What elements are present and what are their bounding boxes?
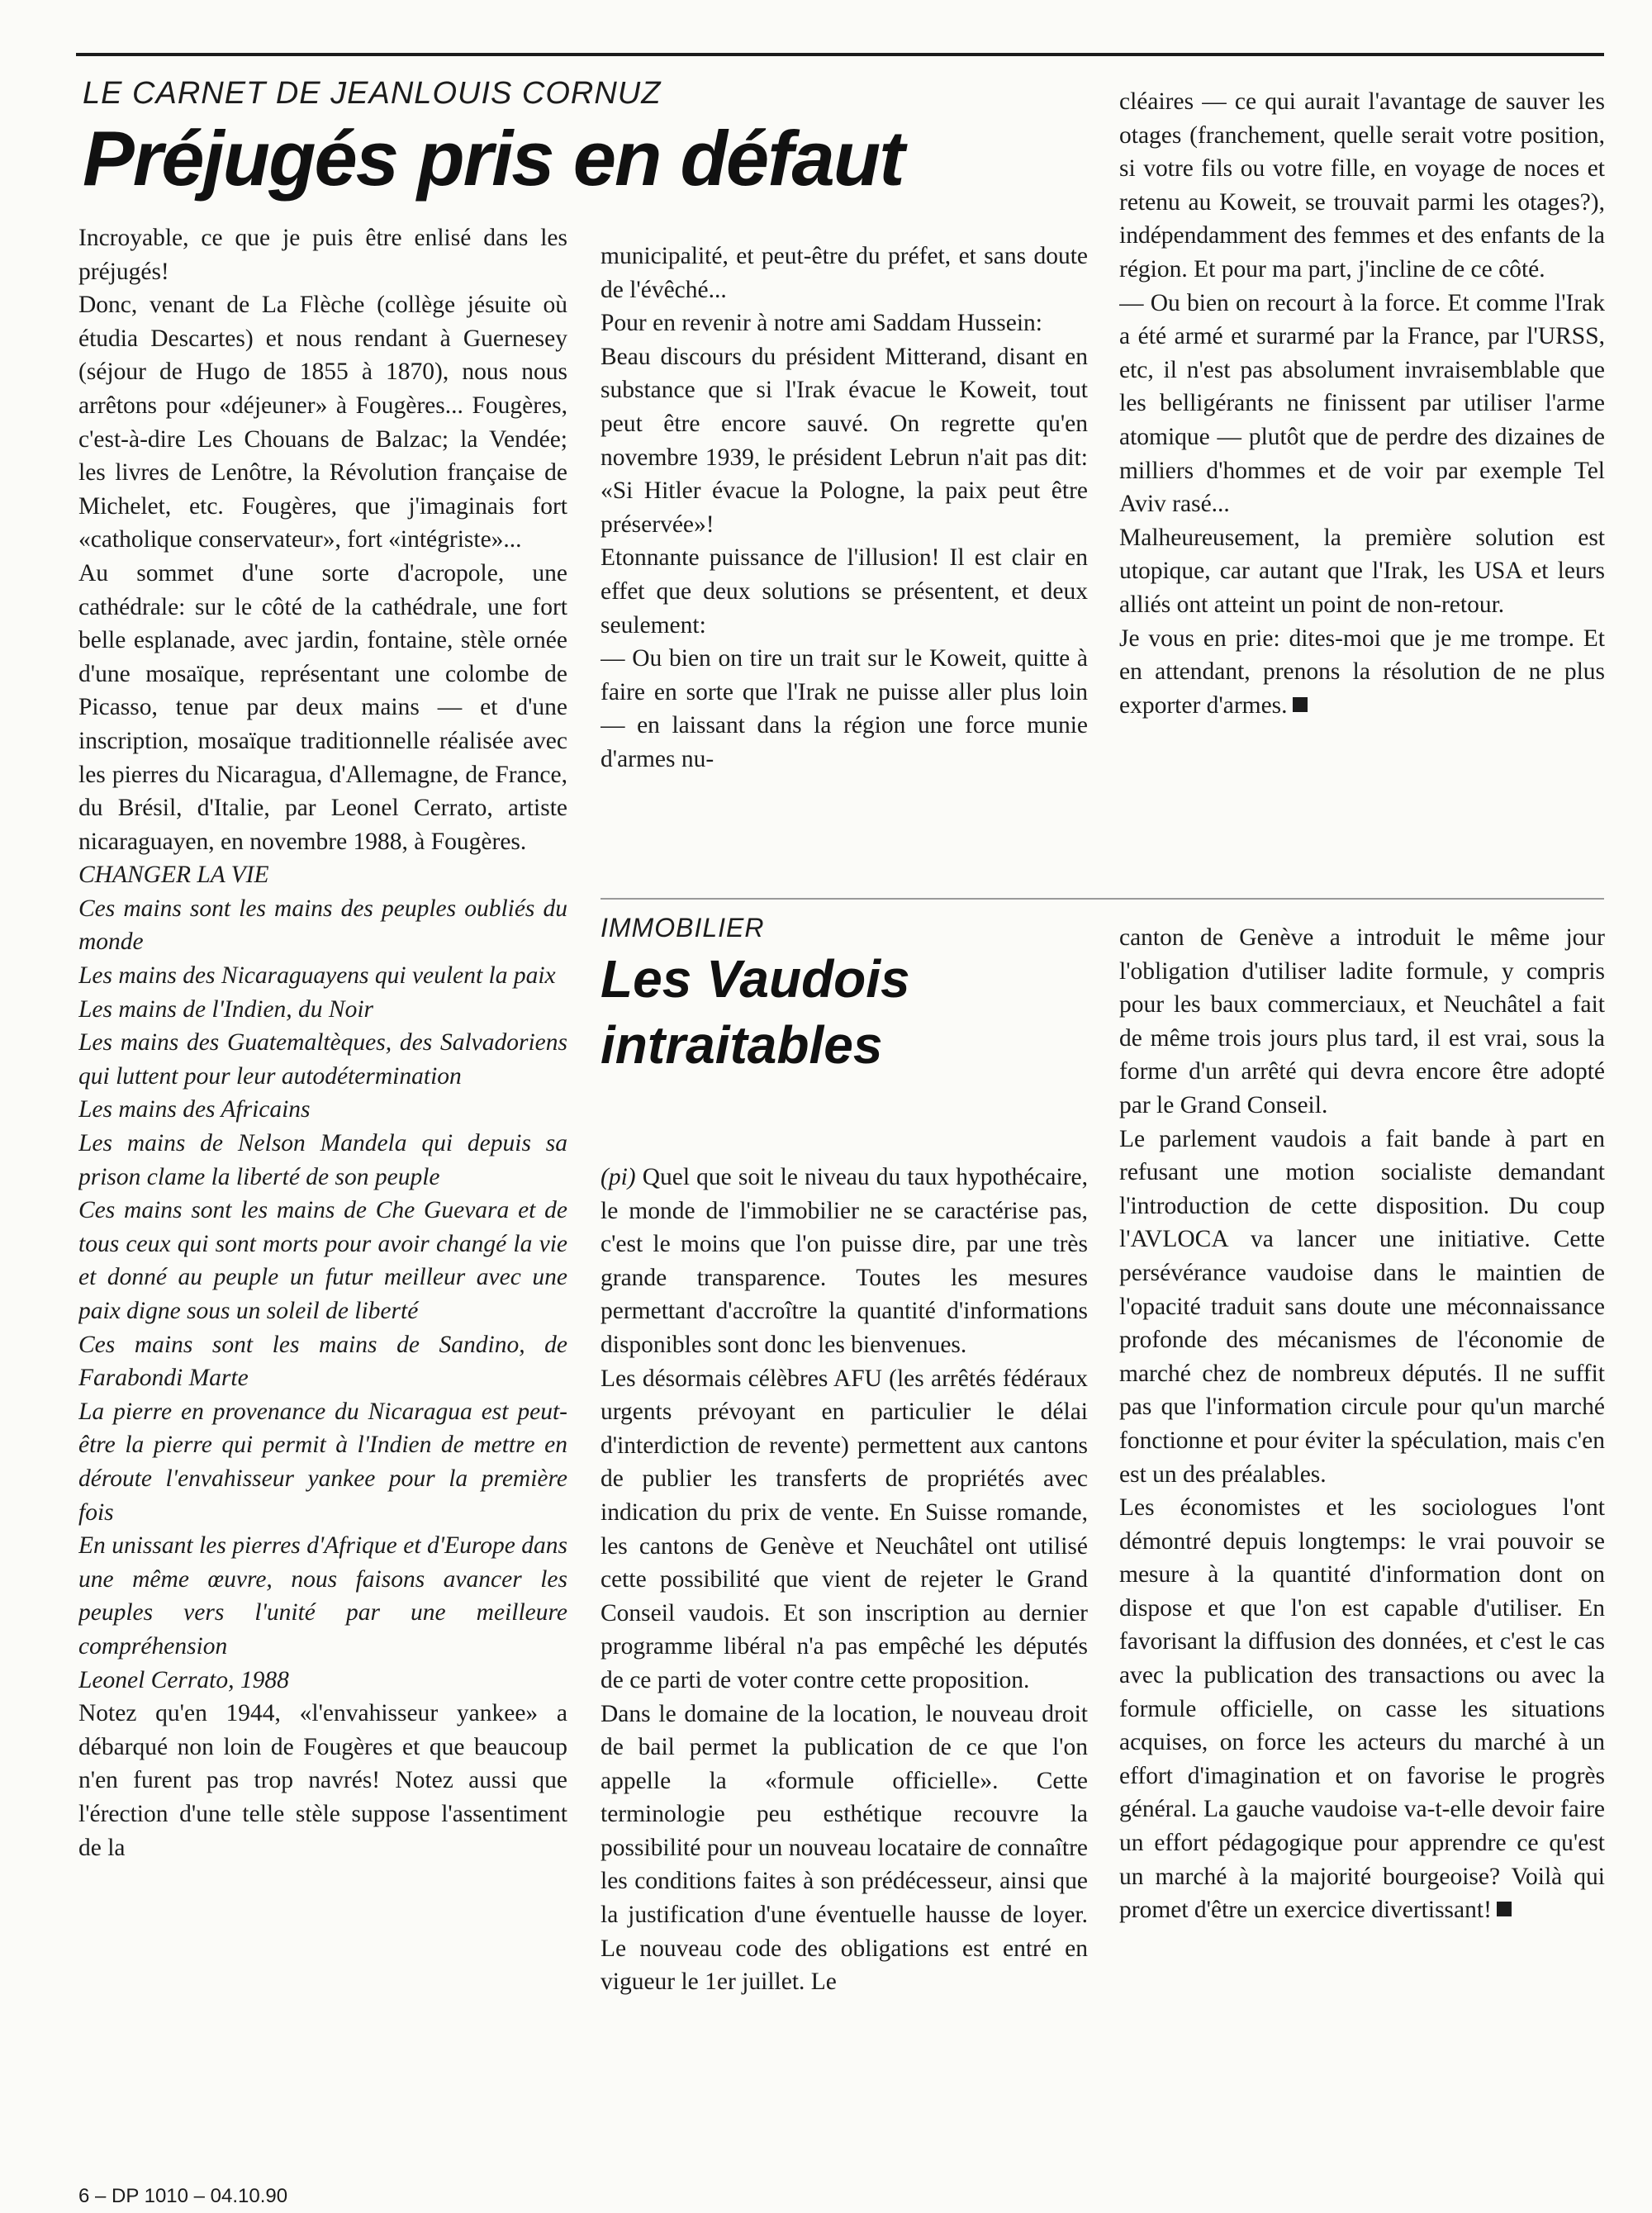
paragraph: Le parlement vaudois a fait bande à part en refusant une motion socialiste demandant l'introduction de cette disposition. Du coup l'AVLOCA va lancer une initiative. Cette persévérance vaudoise dans le maintien de l'opacité traduit sans doute une méconnaissance profonde des mécanismes de l'économie de marché chez de nombreux députés. Il ne suffit pas que l'information circule pour qu'un marché fonctionne et pour éviter la spéculation, mais c'en est un des préalables. <box>1119 1125 1605 1488</box>
poem-signature: Leonel Cerrato, 1988 <box>78 1666 289 1693</box>
article2-title <box>601 946 910 1078</box>
poem-title: CHANGER LA VIE <box>78 862 269 889</box>
paragraph: — Ou bien on recourt à la force. Et comme l'Irak a été armé et surarmé par la France, par l'URSS, etc, il n'est pas absolument invraisemblable que les belligérants ne finissent par utiliser l'arme atomique — plutôt que de perdre des dizaines de milliers d'hommes et de voir par exemple Tel Aviv rasé... <box>1119 289 1605 518</box>
paragraph: cléaires — ce qui aurait l'avantage de sauver les otages (franchement, quelle serait votre position, si votre fils ou votre fille, en voyage de noces et retenu au Koweit, se trouvait parmi les otages?), indépendamment des femmes et des enfants de la région. Et pour ma part, j'incline de ce côté. <box>1119 88 1605 283</box>
paragraph: Dans le domaine de la location, le nouveau droit de bail permet la publication de ce que l'on appelle la «formule officielle». Cette terminologie peu esthétique recouvre la possibilité pour un nouveau locataire de connaître les conditions faites à son prédécesseur, ainsi que la justification d'une éventuelle hausse de loyer. Le nouveau code des obligations est entré en vigueur le 1er juillet. Le <box>601 1700 1088 1996</box>
poem-line: En unissant les pierres d'Afrique et d'Europe dans une même œuvre, nous faisons avancer les peuples vers l'unité par une meilleure compréhension <box>78 1532 567 1660</box>
paragraph-last <box>1119 622 1605 723</box>
page-footer: 6 – DP 1010 – 04.10.90 <box>78 2185 288 2207</box>
paragraph: Au sommet d'une sorte d'acropole, une cathédrale: sur le côté de la cathédrale, une fort belle esplanade, avec jardin, fontaine, stèle ornée d'une mosaïque, représentant une colombe de Picasso, tenue par deux mains — et d'une inscription, mosaïque traditionnelle réalisée avec les pierres du Nicaragua, d'Allemagne, de France, du Brésil, d'Italie, par Leonel Cerrato, artiste nicaraguayen, en novembre 1988, à Fougères. <box>78 559 567 855</box>
paragraph: Etonnante puissance de l'illusion! Il est clair en effet que deux solutions se présentent, et deux seulement: <box>601 544 1088 639</box>
poem-line: Ces mains sont les mains de Sandino, de Farabondi Marte <box>78 1331 567 1392</box>
poem-line: Les mains de Nelson Mandela qui depuis sa prison clame la liberté de son peuple <box>78 1130 567 1190</box>
paragraph: — Ou bien on tire un trait sur le Koweit, quitte à faire en sorte que l'Irak ne puisse aller plus loin — en laissant dans la région une force munie d'armes nu- <box>601 645 1088 772</box>
paragraph: canton de Genève a introduit le même jour l'obligation d'utiliser ladite formule, y compris pour les baux commerciaux, et Neuchâtel a fait de même trois jours plus tard, il est vrai, sous la forme d'un arrêté qui devra encore être adopté par le Grand Conseil. <box>1119 924 1605 1118</box>
paragraph-text: Je vous en prie: dites-moi que je me trompe. Et en attendant, prenons la résolution de ne plus exporter d'armes. <box>1119 624 1605 719</box>
paragraph-last <box>1119 1491 1605 1927</box>
paragraph <box>601 1161 1088 1362</box>
article2-column-2 <box>601 1161 1088 2135</box>
paragraph: Les désormais célèbres AFU (les arrêtés fédéraux urgents prévoyant en particulier le délai d'interdiction de revente) permettent aux cantons de publier les transferts de propriétés avec indication du prix de vente. En Suisse romande, les cantons de Genève et Neuchâtel ont utilisé cette possibilité que vient de rejeter le Grand Conseil vaudois. Et son inscription au dernier programme libéral n'a pas empêché les députés de ce parti de voter contre cette proposition. <box>601 1365 1088 1693</box>
poem-line: Ces mains sont les mains de Che Guevara et de tous ceux qui sont morts pour avoir changé la vie et donné au peuple un futur meilleur avec une paix digne sous un soleil de liberté <box>78 1197 567 1324</box>
article2-title-line-2: intraitables <box>601 1015 883 1075</box>
poem-line: Ces mains sont les mains des peuples oubliés du monde <box>78 895 567 956</box>
section-divider <box>601 898 1604 900</box>
poem-line: Les mains des Africains <box>78 1096 311 1123</box>
poem-line: Les mains des Nicaraguayens qui veulent la paix <box>78 962 556 990</box>
article1-column-1 <box>78 221 567 2146</box>
paragraph: Incroyable, ce que je puis être enlisé dans les préjugés! <box>78 225 567 285</box>
article2-title-line-1: Les Vaudois <box>601 949 910 1009</box>
paragraph-text: Les économistes et les sociologues l'ont démontré depuis longtemps: le vrai pouvoir se mesure à la quantité d'information dont on dispose et que l'on est capable d'utiliser. En favorisant la diffusion des données, et c'est le cas avec la publication des transactions ou avec la formule officielle, on casse les situations acquises, on force les acteurs du marché à un effort d'imagination et on favorise le progrès général. La gauche vaudoise va-t-elle devoir faire un effort pédagogique pour apprendre ce qu'est un marché à la majorité bourgeoise? Voilà qui promet d'être un exercice divertissant! <box>1119 1494 1605 1924</box>
end-mark <box>1293 697 1308 712</box>
paragraph: Notez qu'en 1944, «l'envahisseur yankee» a débarqué non loin de Fougères et que beaucoup n'en furent pas trop navrés! Notez aussi que l'érection d'une telle stèle suppose l'assentiment de la <box>78 1700 567 1861</box>
paragraph: Malheureusement, la première solution est utopique, car autant que l'Irak, les USA et leurs alliés ont atteint un point de non-retour. <box>1119 524 1605 618</box>
article1-column-2 <box>601 240 1088 851</box>
poem-line: La pierre en provenance du Nicaragua est peut-être la pierre qui permit à l'Indien de mettre en déroute l'envahisseur yankee pour la première fois <box>78 1398 567 1526</box>
article1-column-3 <box>1119 85 1605 857</box>
paragraph: Beau discours du président Mitterand, disant en substance que si l'Irak évacue le Koweit, tout peut être encore sauvé. On regrette qu'en novembre 1939, le président Lebrun n'ait pas dit: «Si Hitler évacue la Pologne, la paix peut être préservée»! <box>601 343 1088 538</box>
paragraph: Pour en revenir à notre ami Saddam Hussein: <box>601 310 1042 337</box>
end-mark <box>1497 1902 1512 1916</box>
article1-kicker: LE CARNET DE JEANLOUIS CORNUZ <box>83 76 662 111</box>
top-rule <box>76 53 1604 56</box>
article2-kicker: IMMOBILIER <box>601 913 765 943</box>
poem-line: Les mains des Guatemaltèques, des Salvadoriens qui luttent pour leur autodétermination <box>78 1029 567 1090</box>
paragraph: Donc, venant de La Flèche (collège jésuite où étudia Descartes) et nous rendant à Guernesey (séjour de Hugo de 1855 à 1870), nous nous arrêtons pour «déjeuner» à Fougères... Fougères, c'est-à-dire Les Chouans de Balzac; la Vendée; les livres de Lenôtre, la Révolution française de Michelet, etc. Fougères, que j'imaginais fort «catholique conservateur», fort «intégriste»... <box>78 292 567 553</box>
paragraph: municipalité, et peut-être du préfet, et sans doute de l'évêché... <box>601 243 1088 303</box>
poem-line: Les mains de l'Indien, du Noir <box>78 995 374 1023</box>
paragraph-text: Quel que soit le niveau du taux hypothécaire, le monde de l'immobilier ne se caractérise pas, c'est le moins que l'on puisse dire, par une très grande transparence. Toutes les mesures permettant d'accroître la quantité d'informations disponibles sont donc les bienvenues. <box>601 1164 1088 1358</box>
article2-column-3 <box>1119 921 1605 2135</box>
author-tag: (pi) <box>601 1164 636 1190</box>
article1-title: Préjugés pris en défaut <box>83 115 904 202</box>
